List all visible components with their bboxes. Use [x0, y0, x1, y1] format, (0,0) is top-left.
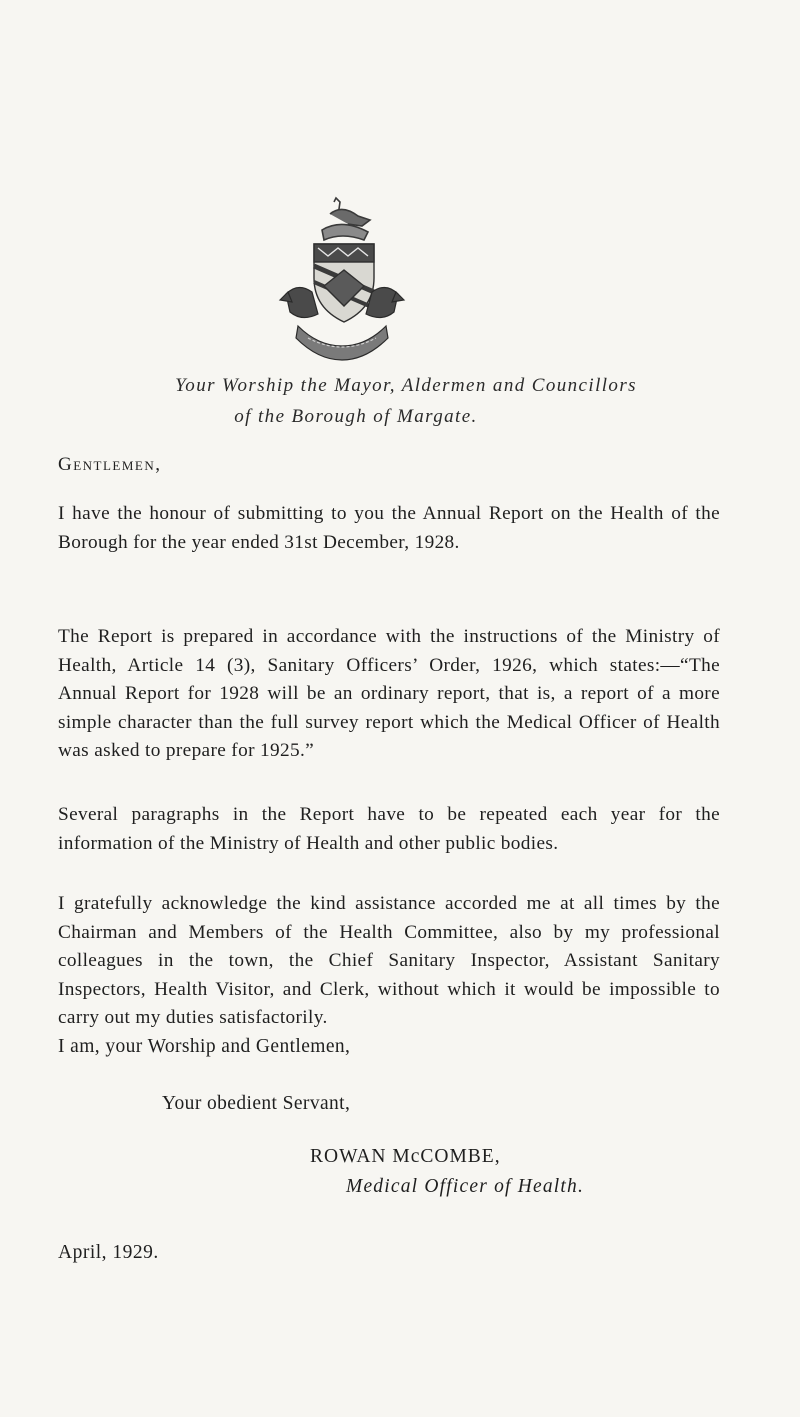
letter-date: April, 1929. — [58, 1242, 159, 1263]
salutation: Gentlemen, — [58, 454, 162, 475]
signature-name: ROWAN McCOMBE, — [310, 1146, 501, 1167]
address-line-2: of the Borough of Margate. — [234, 406, 478, 427]
paragraph-4: I gratefully acknowledge the kind assistance accorded me at all times by the Chairman and Members of the Health Committee, also by my professional colleagues in the town, the Chief Sanitary Inspector, Assistant Sanitary Inspectors, Health Visitor, and Clerk, without which it would be impossible to carry out my duties satisfactorily. — [58, 893, 720, 1028]
paragraph-3: Several paragraphs in the Report have to be repeated each year for the information of the Ministry of Health and other public bodies. — [58, 804, 720, 854]
borough-crest-emblem — [278, 196, 406, 362]
paragraph-1: I have the honour of submitting to you the Annual Report on the Health of the Borough for the year ended 31st December, 1928. — [58, 503, 720, 553]
paragraph-2: The Report is prepared in accordance with the instructions of the Ministry of Health, Article 14 (3), Sanitary Officers’ Order, 1926, which states:—“The Annual Report for 1928 will be an ordinary report, that is, a report of a more simple character than the full survey report which the Medical Officer of Health was asked to prepare for 1925.” — [58, 626, 720, 761]
closing-line-2: Your obedient Servant, — [162, 1093, 351, 1114]
signature-title: Medical Officer of Health. — [346, 1176, 585, 1197]
address-line-1: Your Worship the Mayor, Aldermen and Councillors — [175, 375, 637, 396]
closing-line-1: I am, your Worship and Gentlemen, — [58, 1036, 351, 1057]
